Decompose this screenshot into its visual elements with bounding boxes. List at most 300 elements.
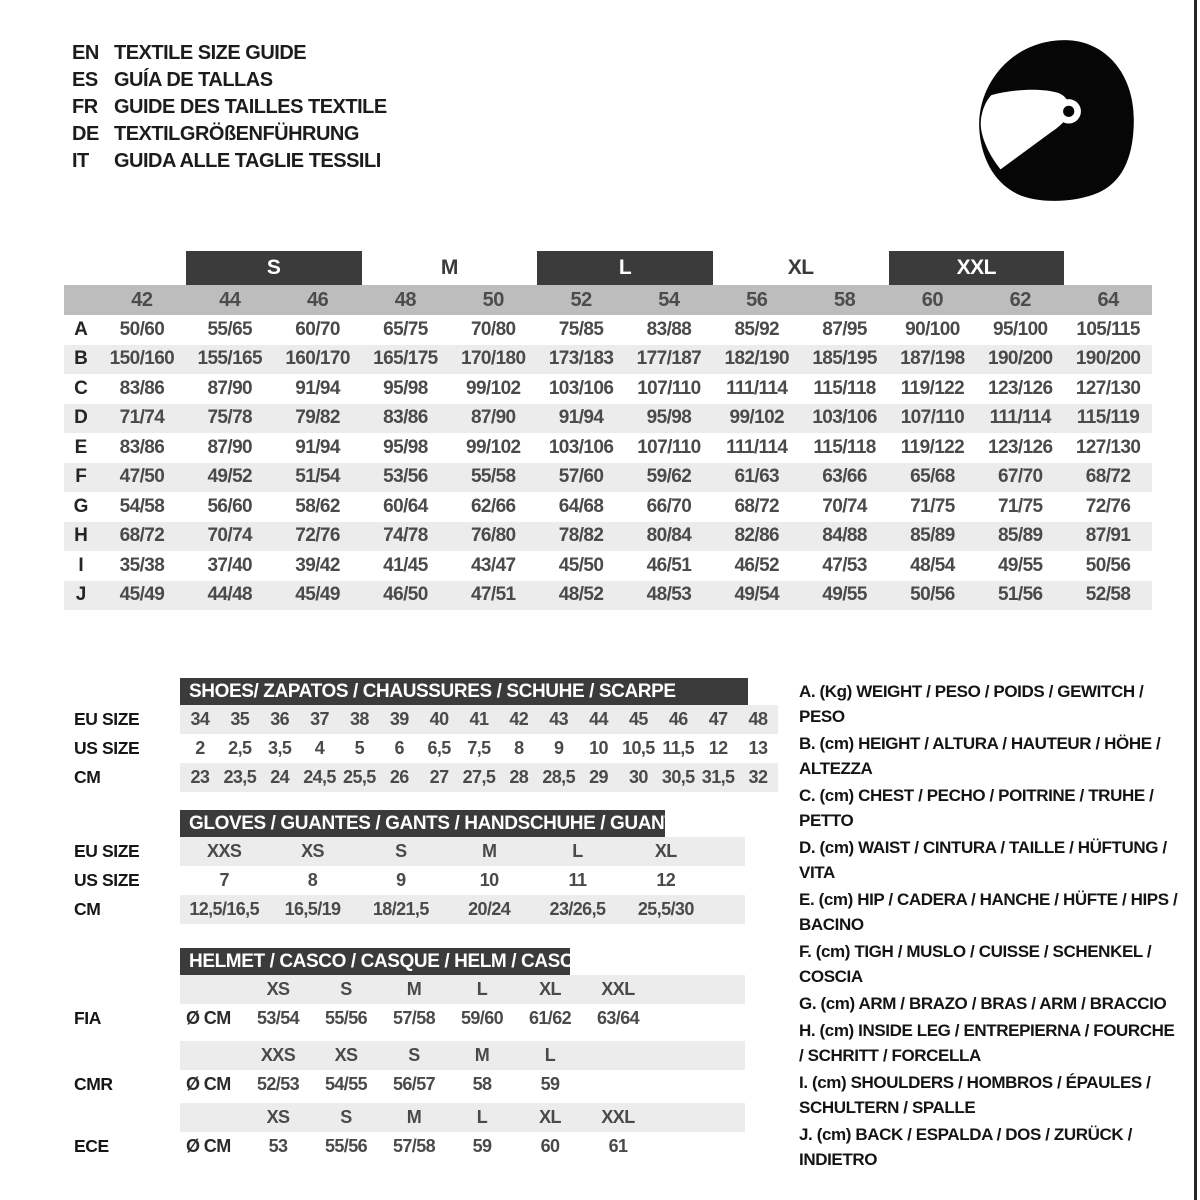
measurement-value: 85/89 <box>997 525 1043 547</box>
measurement-value: 91/94 <box>558 407 604 429</box>
legend-item: C. (cm) CHEST / PECHO / POITRINE / TRUHE / PETTO <box>799 786 1154 830</box>
language-code: IT <box>72 150 89 172</box>
measurement-value: 59/62 <box>646 466 692 488</box>
size-value: 10 <box>479 870 499 890</box>
measurement-value: 119/122 <box>900 436 965 458</box>
diameter-unit-label: Ø CM <box>186 1136 231 1156</box>
value-cells <box>180 763 778 792</box>
measurement-value: 50/56 <box>910 584 955 606</box>
size-value: 18/21,5 <box>372 899 429 919</box>
size-value: 30 <box>628 767 648 787</box>
numeric-size: 44 <box>219 288 241 311</box>
measurement-value: 83/86 <box>119 436 165 458</box>
row-letter: A <box>74 318 88 340</box>
size-value: 44 <box>589 709 608 729</box>
size-header-cells <box>180 1103 745 1132</box>
standard-label: CMR <box>74 1074 113 1094</box>
size-value: 24,5 <box>303 767 336 787</box>
measurement-value: 50/60 <box>119 318 165 340</box>
measurement-value: 48/52 <box>558 584 604 606</box>
numeric-size: 50 <box>482 288 504 311</box>
measurement-row-e <box>64 433 1152 463</box>
size-group-header-row <box>64 251 1152 285</box>
size-value: 24 <box>270 767 290 787</box>
row-label: CM <box>74 899 101 919</box>
measurement-row-h <box>64 522 1152 552</box>
numeric-size-row <box>64 285 1152 315</box>
size-value: 29 <box>589 767 608 787</box>
measurement-row-b <box>64 345 1152 375</box>
numeric-size: 58 <box>833 288 856 311</box>
measurement-value: 47/50 <box>119 466 165 488</box>
size-value: 46 <box>668 709 688 729</box>
legend-item: I. (cm) SHOULDERS / HOMBROS / ÉPAULES / SCHULTERN / SPALLE <box>799 1073 1151 1117</box>
language-title: TEXTILE SIZE GUIDE <box>114 42 307 64</box>
measurement-value: 74/78 <box>383 525 428 547</box>
gloves-row <box>64 866 814 895</box>
measurement-value: 49/54 <box>734 584 780 606</box>
helmet-size-value: 55/56 <box>324 1008 368 1028</box>
language-row <box>72 148 387 175</box>
measurement-value: 87/95 <box>822 318 867 340</box>
row-label: US SIZE <box>74 870 140 890</box>
size-value: 28 <box>509 767 529 787</box>
legend-item: E. (cm) HIP / CADERA / HANCHE / HÜFTE / HIPS / BACINO <box>799 890 1178 934</box>
measurement-value: 65/75 <box>383 318 428 340</box>
helmet-size-value: 59/60 <box>460 1008 504 1028</box>
measurement-value: 58/62 <box>295 495 340 517</box>
measurement-value: 60/70 <box>295 318 340 340</box>
size-value: M <box>481 841 497 861</box>
measurement-value: 119/122 <box>900 377 965 399</box>
helmet-size-label: S <box>340 1107 352 1127</box>
helmet-values-row-cmr <box>64 1070 814 1099</box>
size-value: 8 <box>307 870 318 890</box>
value-cells <box>180 1132 745 1161</box>
size-value: 43 <box>549 709 569 729</box>
measurement-value: 45/49 <box>295 584 340 606</box>
size-value: 9 <box>396 870 406 890</box>
measurement-value: 37/40 <box>207 554 253 576</box>
measurement-value: 76/80 <box>470 525 516 547</box>
helmet-size-table <box>64 948 814 1161</box>
value-cells <box>180 734 778 763</box>
measurement-value: 71/74 <box>119 407 165 429</box>
measurement-value: 95/100 <box>992 318 1048 340</box>
value-cells <box>180 866 745 895</box>
helmet-size-label: L <box>544 1045 556 1065</box>
measurement-value: 35/38 <box>119 554 165 576</box>
size-value: XS <box>301 841 324 861</box>
gloves-header-row <box>64 810 814 837</box>
helmet-size-label: S <box>408 1045 420 1065</box>
size-value: 10 <box>589 738 608 758</box>
measurement-value: 103/106 <box>812 407 877 429</box>
measurement-value: 72/76 <box>295 525 340 547</box>
measurement-value: 51/56 <box>997 584 1043 606</box>
numeric-size: 54 <box>658 288 680 311</box>
measurement-value: 53/56 <box>383 466 428 488</box>
measurement-row-g <box>64 492 1152 522</box>
size-value: 26 <box>389 767 409 787</box>
measurement-value: 67/70 <box>997 466 1043 488</box>
helmet-sizes-row-ece <box>64 1103 814 1132</box>
measurement-value: 45/49 <box>119 584 165 606</box>
size-value: 10,5 <box>622 738 655 758</box>
size-group-l: L <box>537 251 713 285</box>
measurement-value: 83/86 <box>383 407 428 429</box>
size-value: 37 <box>310 709 329 729</box>
helmet-size-label: L <box>476 979 488 999</box>
row-letter: E <box>74 436 88 458</box>
measurement-value: 71/75 <box>910 495 955 517</box>
size-value: 23,5 <box>223 767 257 787</box>
numeric-size: 48 <box>394 288 417 311</box>
helmet-size-value: 57/58 <box>392 1136 436 1156</box>
measurement-value: 46/50 <box>383 584 428 606</box>
numeric-size: 42 <box>131 288 153 311</box>
shoes-title-bar: SHOES/ ZAPATOS / CHAUSSURES / SCHUHE / SCARPE <box>180 678 748 705</box>
helmet-rows <box>64 975 814 1161</box>
measurement-value: 65/68 <box>910 466 955 488</box>
measurement-row-d <box>64 404 1152 434</box>
shoes-rows <box>64 705 814 792</box>
size-value: 48 <box>748 709 768 729</box>
row-letter: B <box>74 348 88 370</box>
size-value: 4 <box>314 738 325 758</box>
helmet-size-value: 60 <box>540 1136 560 1156</box>
size-value: L <box>572 841 583 861</box>
measurement-value: 111/114 <box>989 407 1051 429</box>
size-value: 38 <box>349 709 369 729</box>
size-value: 2 <box>195 738 205 758</box>
measurement-value: 79/82 <box>295 407 340 429</box>
numeric-size: 64 <box>1097 288 1119 311</box>
size-value: S <box>395 841 407 861</box>
size-value: 36 <box>270 709 290 729</box>
measurement-value: 127/130 <box>1075 377 1141 399</box>
legend-item: B. (cm) HEIGHT / ALTURA / HAUTEUR / HÖHE / ALTEZZA <box>799 734 1161 778</box>
helmet-size-label: L <box>476 1107 488 1127</box>
measurement-value: 57/60 <box>558 466 604 488</box>
size-value: XL <box>654 841 677 861</box>
measurement-value: 115/118 <box>813 377 876 399</box>
helmet-size-label: XL <box>539 979 561 999</box>
legend-item: A. (Kg) WEIGHT / PESO / POIDS / GEWITCH / PESO <box>799 682 1144 726</box>
diameter-unit-label: Ø CM <box>186 1008 231 1028</box>
measurement-value: 49/52 <box>207 466 253 488</box>
value-cells <box>180 895 745 924</box>
helmet-size-value: 61 <box>608 1136 628 1156</box>
row-letter: G <box>73 495 89 517</box>
measurement-value: 41/45 <box>383 554 428 576</box>
measurement-value: 190/200 <box>1075 348 1141 370</box>
measurement-value: 173/183 <box>548 348 614 370</box>
language-row <box>72 94 387 121</box>
measurement-value: 75/78 <box>207 407 253 429</box>
measurement-value: 43/47 <box>470 554 516 576</box>
size-value: 12,5/16,5 <box>189 899 259 919</box>
gloves-title-bar: GLOVES / GUANTES / GANTS / HANDSCHUHE / GUANTI <box>180 810 665 837</box>
measurement-value: 62/66 <box>470 495 516 517</box>
size-value: 32 <box>748 767 768 787</box>
measurement-value: 150/160 <box>109 348 175 370</box>
measurement-value: 46/51 <box>646 554 692 576</box>
size-value: 20/24 <box>468 899 511 919</box>
helmet-title-bar: HELMET / CASCO / CASQUE / HELM / CASCO <box>180 948 570 975</box>
size-group-xxl: XXL <box>889 251 1065 285</box>
measurement-value: 68/72 <box>734 495 780 517</box>
helmet-size-label: M <box>474 1045 490 1065</box>
measurement-value: 83/88 <box>646 318 692 340</box>
measurement-value: 80/84 <box>646 525 692 547</box>
size-value: 3,5 <box>268 738 292 758</box>
measurement-value: 55/65 <box>207 318 253 340</box>
helmet-size-label: XXL <box>601 979 635 999</box>
measurement-row-a <box>64 315 1152 345</box>
row-letter: J <box>75 584 87 606</box>
size-value: 39 <box>389 709 409 729</box>
size-value: 30,5 <box>661 767 695 787</box>
racing-helmet-icon <box>978 33 1136 208</box>
measurement-value: 44/48 <box>207 584 253 606</box>
row-label: EU SIZE <box>74 709 140 729</box>
size-value: 27,5 <box>462 767 496 787</box>
measurement-value: 99/102 <box>465 436 521 458</box>
language-title: TEXTILGRÖßENFÜHRUNG <box>114 123 359 145</box>
standard-label: FIA <box>74 1008 101 1028</box>
helmet-size-value: 53/54 <box>256 1008 300 1028</box>
measurement-value: 90/100 <box>905 318 960 340</box>
shoes-row <box>64 763 814 792</box>
measurement-value: 52/58 <box>1085 584 1131 606</box>
measurement-value: 177/187 <box>636 348 702 370</box>
helmet-size-label: M <box>406 979 422 999</box>
value-cells <box>180 1004 745 1033</box>
measurement-rows <box>64 315 1152 610</box>
helmet-size-label: XL <box>539 1107 561 1127</box>
measurement-value: 60/64 <box>383 495 428 517</box>
legend-item: J. (cm) BACK / ESPALDA / DOS / ZURÜCK / INDIETRO <box>799 1125 1132 1169</box>
size-value: 11 <box>568 870 587 890</box>
helmet-size-label: S <box>340 979 352 999</box>
numeric-size: 62 <box>1009 288 1031 311</box>
size-header-cells <box>180 975 745 1004</box>
measurement-value: 127/130 <box>1075 436 1141 458</box>
measurement-value: 68/72 <box>119 525 165 547</box>
measurement-value: 55/58 <box>470 466 516 488</box>
helmet-values-row-ece <box>64 1132 814 1161</box>
gloves-rows <box>64 837 814 924</box>
measurement-value: 85/92 <box>734 318 780 340</box>
numeric-size: 60 <box>921 288 944 311</box>
measurement-value: 61/63 <box>734 466 780 488</box>
legend-item: G. (cm) ARM / BRAZO / BRAS / ARM / BRACCIO <box>799 994 1167 1013</box>
helmet-size-label: XS <box>266 979 290 999</box>
measurement-value: 187/198 <box>900 348 965 370</box>
measurement-value: 91/94 <box>295 436 340 458</box>
size-value: 11,5 <box>662 738 695 758</box>
helmet-header-row <box>64 948 814 975</box>
helmet-size-value: 57/58 <box>392 1008 436 1028</box>
helmet-size-value: 55/56 <box>324 1136 368 1156</box>
size-value: 40 <box>429 709 449 729</box>
measurement-value: 107/110 <box>637 436 701 458</box>
size-group-m: M <box>440 256 458 279</box>
measurement-value: 103/106 <box>548 436 614 458</box>
measurement-value: 75/85 <box>558 318 604 340</box>
measurement-value: 165/175 <box>373 348 438 370</box>
measurement-value: 170/180 <box>461 348 526 370</box>
measurement-value: 115/118 <box>813 436 876 458</box>
language-row <box>72 121 387 148</box>
measurement-value: 50/56 <box>1085 554 1131 576</box>
row-label: US SIZE <box>74 738 140 758</box>
measurement-value: 95/98 <box>383 377 428 399</box>
helmet-size-value: 56/57 <box>392 1074 436 1094</box>
shoes-header-row <box>64 678 814 705</box>
measurement-value: 123/126 <box>988 377 1053 399</box>
measurement-value: 63/66 <box>822 466 867 488</box>
measurement-value: 84/88 <box>822 525 867 547</box>
size-group-xl: XL <box>787 256 814 279</box>
measurement-value: 47/51 <box>470 584 516 606</box>
measurement-value: 83/86 <box>119 377 165 399</box>
helmet-size-value: 52/53 <box>256 1074 300 1094</box>
size-value: 9 <box>553 738 564 758</box>
shoes-row <box>64 705 814 734</box>
measurement-value: 70/74 <box>207 525 253 547</box>
measurement-value: 160/170 <box>285 348 350 370</box>
numeric-size: 52 <box>570 288 592 311</box>
measurement-value: 155/165 <box>197 348 262 370</box>
size-value: 31,5 <box>701 767 735 787</box>
shoes-size-table <box>64 678 814 792</box>
size-value: 41 <box>469 709 489 729</box>
size-value: 2,5 <box>228 738 252 758</box>
gloves-size-table <box>64 810 814 924</box>
measurement-value: 85/89 <box>910 525 955 547</box>
gloves-row <box>64 837 814 866</box>
legend-item: D. (cm) WAIST / CINTURA / TAILLE / HÜFTUNG / VITA <box>799 838 1167 882</box>
row-label: CM <box>74 767 101 787</box>
measurement-value: 78/82 <box>558 525 604 547</box>
measurement-value: 71/75 <box>997 495 1043 517</box>
size-value: 7,5 <box>467 738 491 758</box>
measurement-value: 105/115 <box>1076 318 1140 340</box>
helmet-size-label: XXS <box>260 1045 296 1065</box>
measurement-row-f <box>64 463 1152 493</box>
language-row <box>72 67 387 94</box>
helmet-size-value: 61/62 <box>528 1008 572 1028</box>
gloves-row <box>64 895 814 924</box>
size-value: XXS <box>207 841 242 861</box>
measurement-value: 47/53 <box>822 554 867 576</box>
measurement-value: 48/54 <box>910 554 955 576</box>
value-cells <box>180 1070 745 1099</box>
size-value: 7 <box>219 870 229 890</box>
row-letter: F <box>75 466 87 488</box>
helmet-size-label: XS <box>266 1107 290 1127</box>
helmet-size-value: 59 <box>540 1074 560 1094</box>
helmet-size-value: 58 <box>472 1074 492 1094</box>
measurement-row-c <box>64 374 1152 404</box>
measurement-value: 99/102 <box>465 377 521 399</box>
size-value: 45 <box>628 709 648 729</box>
standard-label: ECE <box>74 1136 109 1156</box>
size-value: 35 <box>230 709 250 729</box>
row-letter: I <box>78 554 84 576</box>
measurement-value: 111/114 <box>726 377 788 399</box>
measurement-value: 87/90 <box>470 407 516 429</box>
size-value: 6,5 <box>427 738 451 758</box>
measurement-value: 91/94 <box>295 377 340 399</box>
measurement-value: 99/102 <box>729 407 784 429</box>
measurement-value: 185/195 <box>812 348 877 370</box>
value-cells <box>180 705 778 734</box>
measurement-value: 87/91 <box>1085 525 1131 547</box>
measurement-value: 82/86 <box>734 525 780 547</box>
diameter-unit-label: Ø CM <box>186 1074 231 1094</box>
helmet-size-value: 59 <box>472 1136 492 1156</box>
size-value: 47 <box>708 709 728 729</box>
language-title: GUÍA DE TALLAS <box>114 69 273 91</box>
measurement-value: 107/110 <box>637 377 701 399</box>
measurement-value: 49/55 <box>997 554 1043 576</box>
helmet-sizes-row-cmr <box>64 1041 814 1070</box>
helmet-size-label: XXL <box>601 1107 635 1127</box>
measurement-value: 68/72 <box>1085 466 1131 488</box>
measurement-value: 103/106 <box>548 377 614 399</box>
language-code: FR <box>72 96 98 118</box>
helmet-sizes-row-fia <box>64 975 814 1004</box>
size-group-s: S <box>186 251 362 285</box>
language-title: GUIDE DES TAILLES TEXTILE <box>114 96 387 118</box>
size-value: 6 <box>394 738 404 758</box>
size-value: 16,5/19 <box>284 899 341 919</box>
size-value: 5 <box>354 738 365 758</box>
measurement-value: 115/119 <box>1076 407 1140 429</box>
page-edge-line <box>1194 0 1197 1200</box>
measurement-value: 39/42 <box>295 554 340 576</box>
measurement-legend <box>799 679 1181 1174</box>
language-code: ES <box>72 69 98 91</box>
measurement-value: 51/54 <box>295 466 340 488</box>
measurement-value: 56/60 <box>207 495 253 517</box>
language-title-list <box>72 40 387 175</box>
language-code: EN <box>72 42 99 64</box>
measurement-value: 190/200 <box>988 348 1053 370</box>
row-label: EU SIZE <box>74 841 140 861</box>
numeric-size: 46 <box>306 288 329 311</box>
measurement-value: 107/110 <box>900 407 965 429</box>
size-value: 8 <box>514 738 524 758</box>
measurement-value: 70/80 <box>470 318 516 340</box>
shoes-row <box>64 734 814 763</box>
textile-size-table <box>64 251 1152 610</box>
size-value: 34 <box>190 709 210 729</box>
size-value: 28,5 <box>542 767 575 787</box>
size-value: 23 <box>190 767 210 787</box>
size-value: 12 <box>656 870 676 890</box>
language-title: GUIDA ALLE TAGLIE TESSILI <box>114 150 381 172</box>
measurement-value: 49/55 <box>822 584 867 606</box>
measurement-value: 72/76 <box>1085 495 1131 517</box>
size-value: 25,5 <box>343 767 376 787</box>
measurement-value: 64/68 <box>558 495 604 517</box>
measurement-value: 48/53 <box>646 584 692 606</box>
legend-item: F. (cm) TIGH / MUSLO / CUISSE / SCHENKEL / COSCIA <box>799 942 1152 986</box>
